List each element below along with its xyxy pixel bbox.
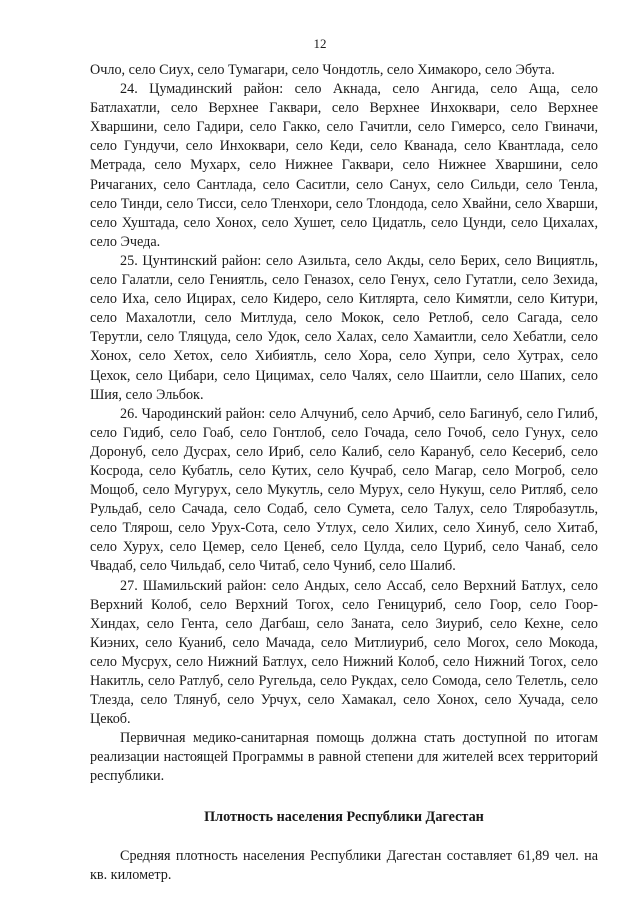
paragraph-tsuntinsky-district: 25. Цунтинский район: село Азильта, село Акды, село Берих, село Вициятль, село Галатли, село Гениятль, село Геназох, село Генух, село Гутатли, село Зехида, село Иха, село Ицирах, село Кидеро, село Китлярта, село Кимятли, село Китури, село Махалотли, село Митлуда, село Мокок, село Ретлоб, село Сагада, село Терутли, село Тляцуда, село Удок, село Халах, село Хамаитли, село Хебатли, село Хонох, село Хетох, село Хибиятль, село Хора, село Хупри, село Хутрах, село Цехок, село Цибари, село Цицимах, село Чалях, село Шаитли, село Шапих, село Шия, село Эльбок.	[90, 252, 598, 403]
page-number: 12	[313, 36, 327, 51]
paragraph-continuation: Очло, село Сиух, село Тумагари, село Чондотль, село Химакоро, село Эбута.	[90, 62, 555, 78]
paragraph-primary-care: Первичная медико-санитарная помощь должна стать доступной по итогам реализации настоящей Программы в равной степени для жителей всех территорий республики.	[90, 730, 598, 785]
paragraph-shamilsky-district: 27. Шамильский район: село Андых, село Ассаб, село Верхний Батлух, село Верхний Колоб, село Верхний Тогох, село Геницуриб, село Гоор, село Гоор-Хиндах, село Гента, село Дагбаш, село Заната, село Зиуриб, село Кехне, село Киэних, село Куаниб, село Мачада, село Митлиуриб, село Могох, село Мокода, село Мусрух, село Нижний Батлух, село Нижний Колоб, село Нижний Тогох, село Накитль, село Ратлуб, село Ругельда, село Рукдах, село Сомода, село Телетль, село Тлезда, село Тлянуб, село Урчух, село Хамакал, село Хонох, село Хучада, село Цекоб.	[90, 577, 598, 728]
section-heading: Плотность населения Республики Дагестан	[204, 808, 484, 825]
paragraph-tsumadinsky-district: 24. Цумадинский район: село Акнада, село Ангида, село Аща, село Батлахатли, село Верхнее Гаквари, село Верхнее Инхоквари, село Верхнее Хваршини, село Гадири, село Гакко, село Гачитли, село Гимерсо, село Гвиначи, село Гундучи, село Инхоквари, село Кеди, село Кванада, село Квантлада, село Метрада, село Мухарх, село Нижнее Гаквари, село Нижнее Хваршини, село Ричаганих, село Сантлада, село Саситли, село Санух, село Сильди, село Тенла, село Тинди, село Тисси, село Тленхори, село Тлондода, село Хвайни, село Хварши, село Хуштада, село Хонох, село Хушет, село Цидатль, село Цунди, село Цихалах, село Эчеда.	[90, 81, 598, 250]
paragraph-charodinsky-district: 26. Чародинский район: село Алчуниб, село Арчиб, село Багинуб, село Гилиб, село Гидиб, село Гоаб, село Гонтлоб, село Гочада, село Гочоб, село Гунух, село Доронуб, село Дусрах, село Ириб, село Калиб, село Карануб, село Кесериб, село Косрода, село Кубатль, село Кутих, село Кучраб, село Магар, село Mогроб, село Мощоб, село Мугурух, село Мукутль, село Мурух, село Нукуш, село Ритляб, село Рульдаб, село Сачада, село Содаб, село Сумета, село Талух, село Тляробазутль, село Тлярош, село Урух-Сота, село Утлух, село Хилих, село Хинуб, село Хитаб, село Хурух, село Цемер, село Ценеб, село Цулда, село Цуриб, село Чанаб, село Чвадаб, село Чильдаб, село Читаб, село Чуниб, село Шалиб.	[90, 405, 598, 575]
paragraph-population-density: Средняя плотность населения Республики Дагестан составляет 61,89 чел. на кв. километр.	[90, 847, 598, 883]
document-body	[90, 61, 598, 885]
